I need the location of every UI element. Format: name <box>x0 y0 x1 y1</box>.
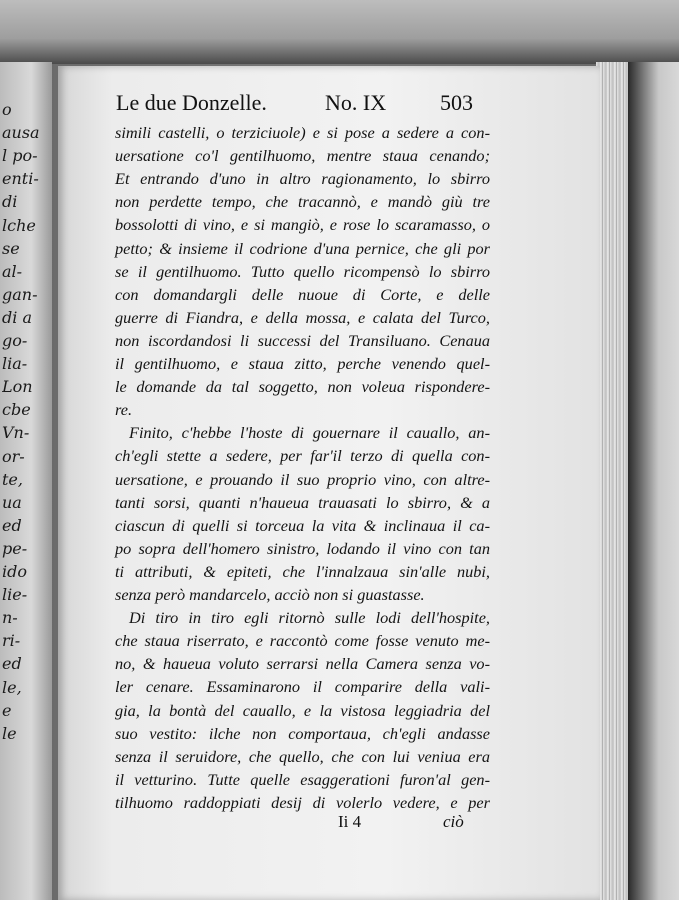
left-page-line: l po- <box>2 146 38 166</box>
text-line: non iscordandosi li successi del Transiluano. Cenaua <box>115 330 490 350</box>
text-line: senza il seruidore, che quello, che con lui veniua era <box>115 746 490 766</box>
text-line: uersatione, e prouando il suo proprio vino, con altre- <box>115 469 490 489</box>
text-line: senza però mandarcelo, acciò non si guastasse. <box>115 585 425 604</box>
left-page-line: or- <box>2 446 25 466</box>
catchword: ciò <box>443 812 464 831</box>
left-page-line: Lon <box>2 377 33 397</box>
left-page-line: ed <box>2 654 22 674</box>
left-page-line: lche <box>2 215 36 235</box>
text-line: po sopra dell'homero sinistro, lodando il vino con tan <box>115 538 490 558</box>
chapter-number: No. IX <box>325 90 387 115</box>
text-line: uersatione co'l gentilhuomo, mentre staua cenando; <box>115 146 490 166</box>
text-line: bossolotti di vino, e si mangiò, e rose lo scaramasso, o <box>115 215 490 235</box>
left-page-line: e <box>2 700 12 720</box>
text-line: Di tiro in tiro egli ritornò sulle lodi dell'hospite, <box>129 608 490 628</box>
running-title: Le due Donzelle. <box>116 90 267 115</box>
text-line: ti attributi, & epiteti, che l'innalzaua sin'alle nubi, <box>115 561 490 581</box>
text-line: guerre di Fiandra, e della mossa, e calata del Turco, <box>115 307 490 327</box>
left-page-line: pe- <box>2 538 28 558</box>
text-line: simili castelli, o terziciuole) e si pose a sedere a con- <box>115 123 490 142</box>
left-page-line: lia- <box>2 354 28 374</box>
text-line: Finito, c'hebbe l'hoste di gouernare il cauallo, an- <box>129 423 490 443</box>
text-line: no, & haueua voluto serrarsi nella Camera senza vo- <box>115 654 490 674</box>
left-page-line: o <box>2 100 12 119</box>
text-line: ciascun di quelli si torceua la vita & inclinaua il ca- <box>115 515 490 535</box>
text-line: Et entrando d'uno in altro ragionamento, lo sbirro <box>115 169 490 189</box>
left-page-line: cbe <box>2 400 31 420</box>
signature-mark: Ii 4 <box>338 812 362 831</box>
left-page-line: ua <box>2 492 22 512</box>
text-line: con domandargli delle nuoue di Corte, e delle <box>115 284 490 304</box>
text-line: gia, la bontà del cauallo, e la vistosa leggiadria del <box>115 700 490 720</box>
text-line: non perdette tempo, che tracannò, e mandò giù tre <box>115 192 490 212</box>
left-page-line: gan- <box>2 284 38 304</box>
text-line: ler cenare. Essaminarono il comparire della vali- <box>115 677 490 697</box>
left-page-line: al- <box>2 261 23 281</box>
text-line: le domande da tal soggetto, non voleua rispondere- <box>115 377 490 397</box>
text-line: il gentilhuomo, e staua zitto, perche venendo quel- <box>115 354 490 373</box>
text-line: ch'egli stette a sedere, per far'il terzo di quella con- <box>115 446 490 466</box>
left-page-line: di <box>2 192 18 212</box>
top-paper-edge <box>0 0 679 64</box>
left-page-line: te, <box>2 469 23 489</box>
left-page-line: le <box>2 723 17 743</box>
left-page-line: le, <box>2 677 22 697</box>
left-page-line: ido <box>2 562 27 581</box>
text-line: che staua riserrato, e raccontò come fosse venuto me- <box>115 631 490 651</box>
text-line: petto; & insieme il codrione d'una pernice, che gli por <box>115 238 490 258</box>
left-page-line: n- <box>2 608 18 628</box>
spine-shadow <box>628 62 679 900</box>
left-page-line: go- <box>2 331 28 350</box>
page-header <box>0 88 679 118</box>
text-line: suo vestito: ilche non comportaua, ch'egli andasse <box>115 723 490 743</box>
text-line: se il gentilhuomo. Tutto quello ricompensò lo sbirro <box>115 261 490 281</box>
text-line: tanti sorsi, quanti n'haueua trauasati lo sbirro, & a <box>115 492 490 512</box>
left-page-line: ed <box>2 515 22 535</box>
page-number: 503 <box>440 90 473 115</box>
left-page-line: enti- <box>2 169 39 189</box>
left-page-line: se <box>2 238 20 258</box>
left-page-line: ri- <box>2 631 21 651</box>
left-page-fragment <box>0 62 52 900</box>
text-line: il vetturino. Tutte quelle esaggerationi furon'al gen- <box>115 769 490 789</box>
left-page-line: ausa <box>2 123 40 143</box>
left-page-line: Vn- <box>2 423 30 443</box>
left-page-line: di a <box>2 307 32 327</box>
text-line: re. <box>115 400 133 420</box>
left-page-line: lie- <box>2 585 28 605</box>
text-line: tilhuomo raddoppiati desij di volerlo vedere, e per <box>115 792 490 812</box>
